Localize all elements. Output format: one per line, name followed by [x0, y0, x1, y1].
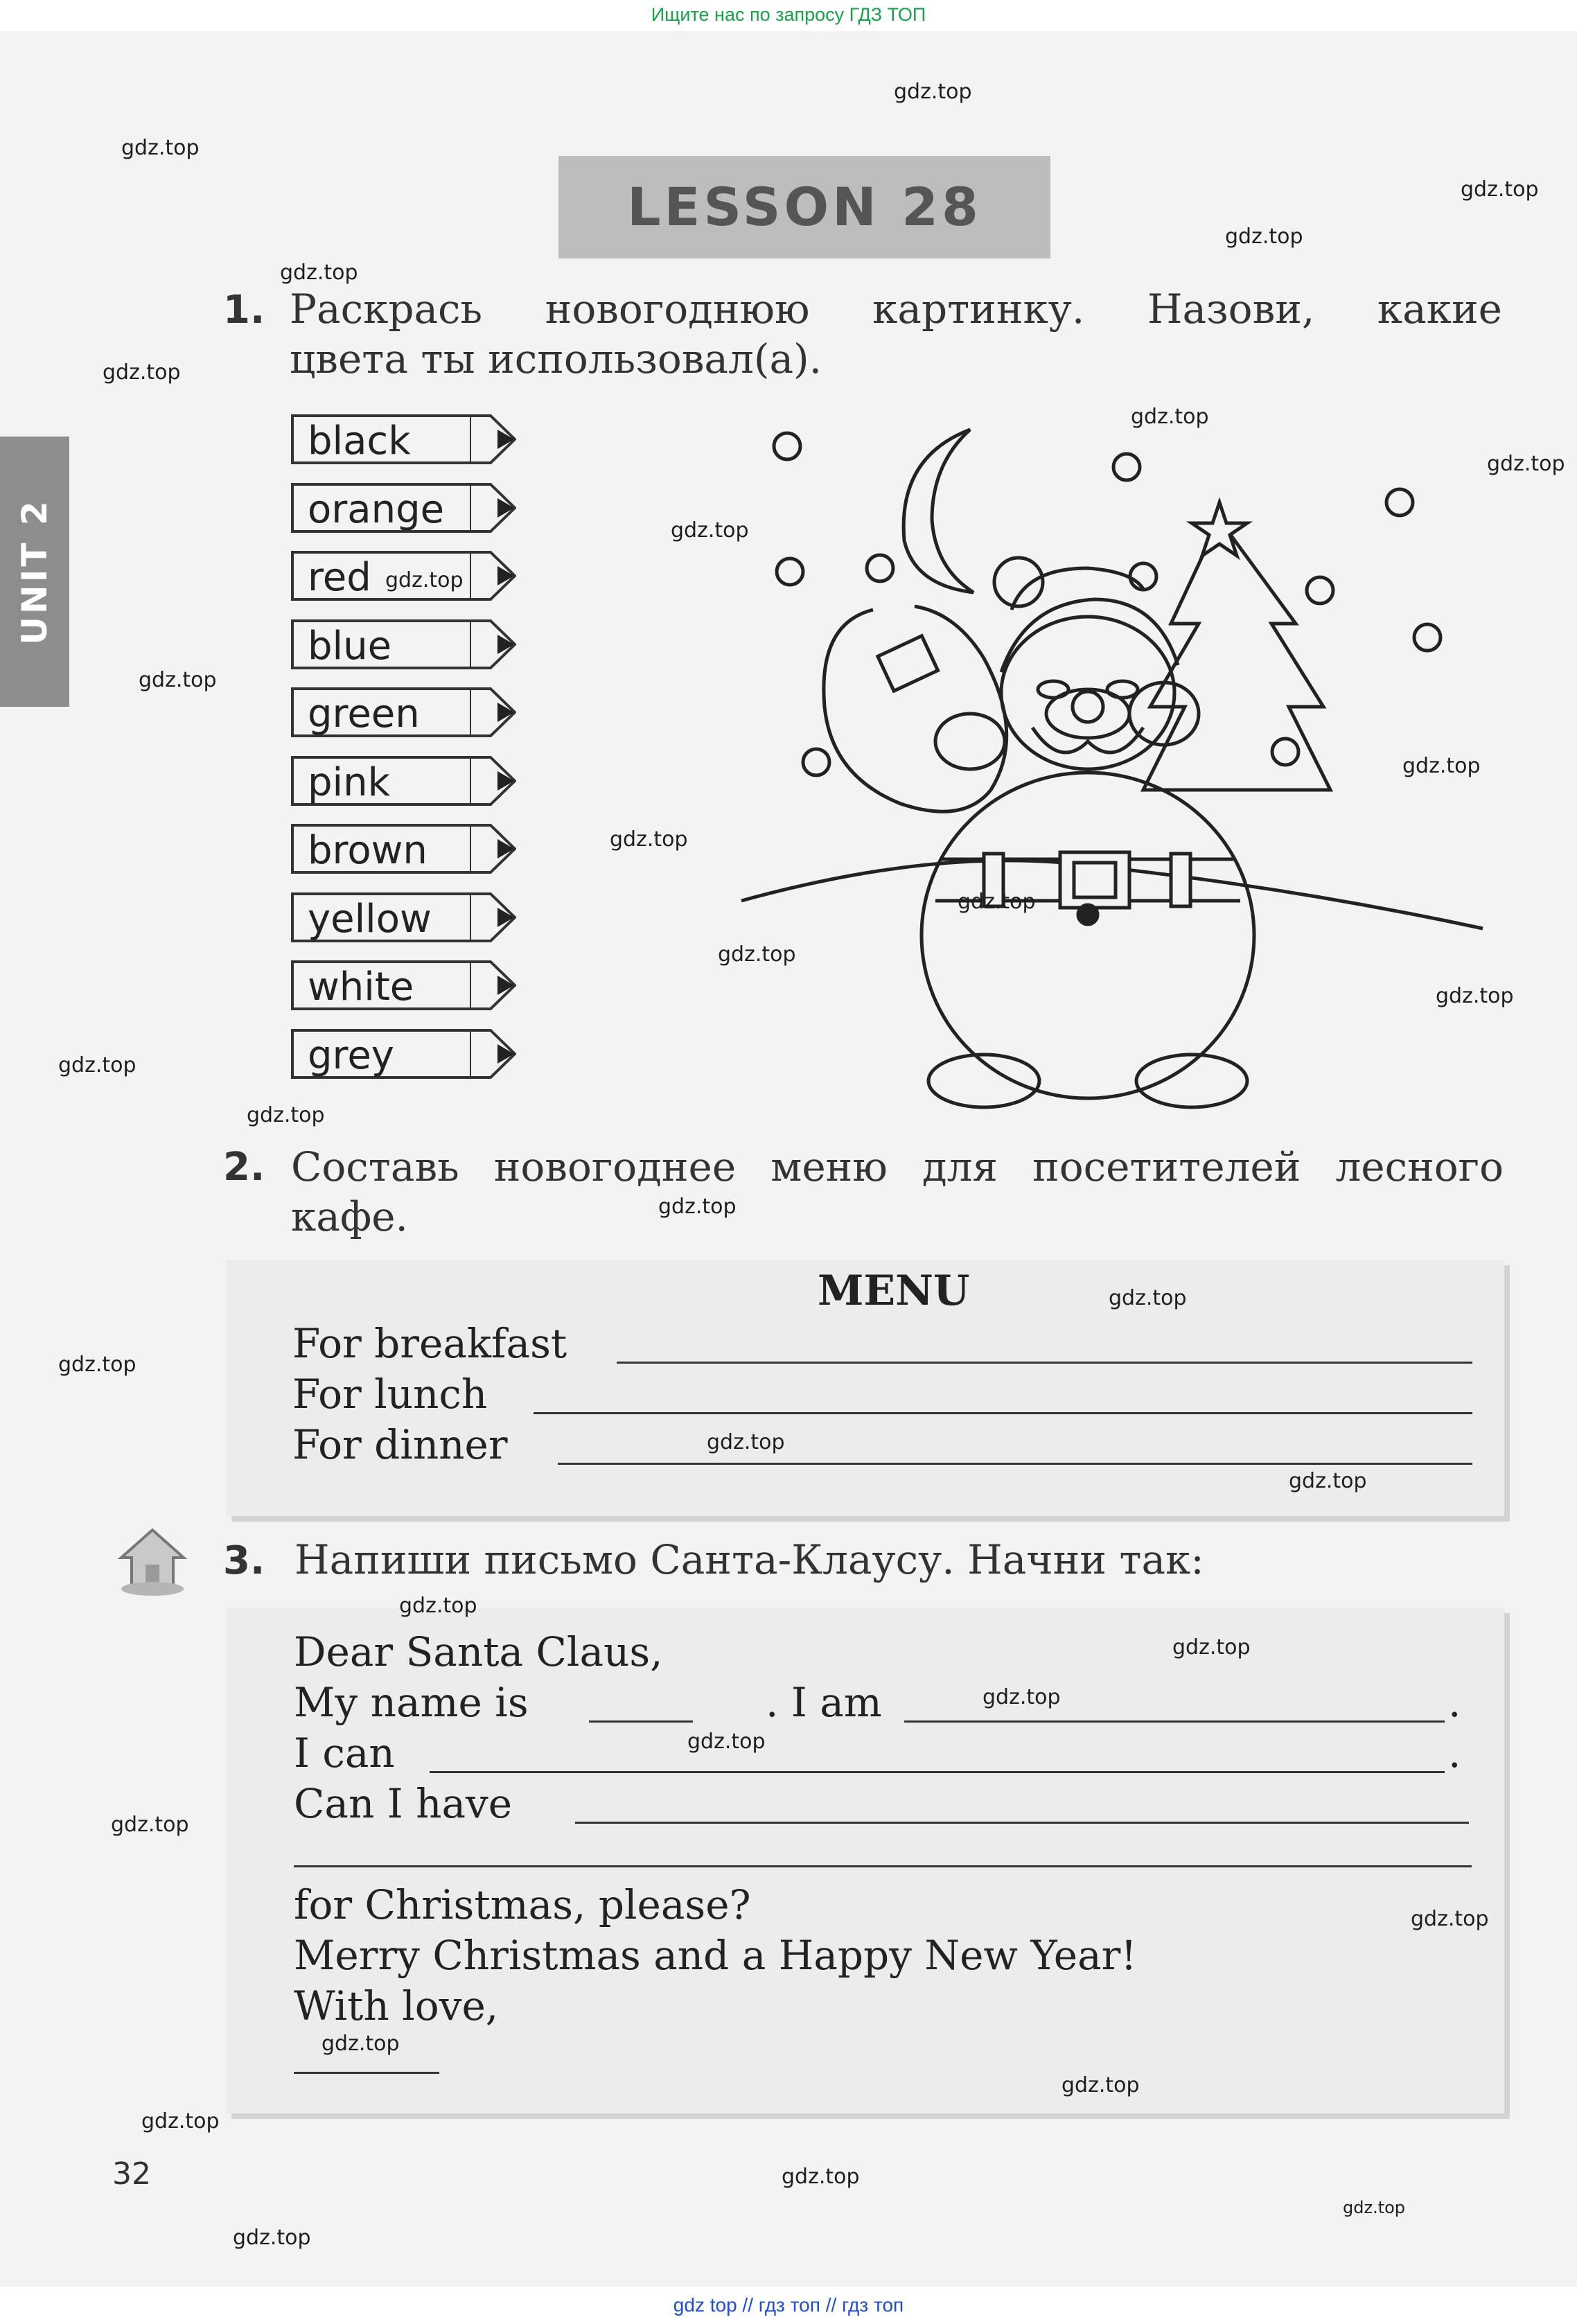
- color-label: grey: [308, 1032, 394, 1078]
- pencil-blue: [291, 617, 516, 672]
- color-label: green: [308, 692, 420, 737]
- color-label: red: [308, 555, 371, 600]
- color-label: black: [308, 419, 411, 464]
- color-label: yellow: [308, 896, 432, 942]
- pencil-body: [291, 483, 473, 533]
- watermark: gdz.top: [983, 1685, 1061, 1709]
- pencil-body: [291, 414, 473, 464]
- snowflake-icon: [1130, 563, 1156, 590]
- task-3-instruction: Напиши письмо Санта-Клаусу. Начни так:: [294, 1536, 1204, 1583]
- task-2-instruction-line2: кафе.: [291, 1193, 408, 1240]
- color-label: white: [308, 965, 414, 1010]
- pencil-body: [291, 892, 473, 942]
- snowflake-icon: [1414, 624, 1441, 651]
- pencil-brown: [291, 821, 516, 877]
- signature-line[interactable]: [294, 2072, 439, 2074]
- top-search-banner[interactable]: Ищите нас по запросу ГДЗ ТОП: [651, 4, 926, 25]
- watermark: gdz.top: [687, 1729, 766, 1754]
- santa-picture: [734, 416, 1497, 1123]
- watermark: gdz.top: [658, 1195, 737, 1219]
- left-mitten: [935, 714, 1005, 769]
- unit-tab: [0, 437, 69, 707]
- bottom-banner[interactable]: gdz top // гдз топ // гдз топ: [673, 2294, 904, 2316]
- belt-buckle: [1060, 852, 1129, 908]
- page-number: 32: [112, 2156, 151, 2192]
- lesson-title: LESSON 28: [558, 156, 1050, 258]
- watermark: gdz.top: [141, 2109, 220, 2133]
- right-mitten: [1129, 683, 1199, 745]
- snowflake-icon: [867, 555, 893, 581]
- watermark: gdz.top: [321, 2032, 400, 2056]
- watermark: gdz.top: [1172, 1635, 1251, 1660]
- watermark: gdz.top: [707, 1430, 785, 1454]
- snowflake-icon: [774, 433, 800, 459]
- pencil-tip-icon: [470, 414, 516, 464]
- watermark: gdz.top: [718, 942, 796, 967]
- age-answer-line[interactable]: [904, 1720, 1445, 1723]
- pencil-body: [291, 960, 473, 1010]
- watermark: gdz.top: [1225, 225, 1303, 249]
- watermark: gdz.top: [233, 2226, 311, 2250]
- watermark: gdz.top: [610, 827, 688, 852]
- pencil-yellow: [291, 890, 516, 945]
- sack-patch: [878, 636, 938, 691]
- watermark: gdz.top: [1343, 2198, 1406, 2217]
- pencil-pink: [291, 753, 516, 809]
- pencil-green: [291, 685, 516, 740]
- watermark: gdz.top: [958, 890, 1036, 914]
- pencil-black: [291, 412, 516, 467]
- pencil-tip-icon: [470, 483, 516, 533]
- watermark: gdz.top: [782, 2165, 860, 2189]
- watermark: gdz.top: [1461, 177, 1539, 202]
- watermark: gdz.top: [1061, 2073, 1140, 2097]
- color-label: blue: [308, 623, 392, 669]
- pencil-tip-icon: [470, 892, 516, 942]
- pencil-body: [291, 824, 473, 874]
- snowflake-icon: [1272, 739, 1298, 765]
- task-2-instruction-line1: Составь новогоднее меню для посетителей лесного: [291, 1143, 1504, 1190]
- pencil-tip-icon: [470, 687, 516, 737]
- pencil-tip-icon: [470, 551, 516, 601]
- pencil-tip-icon: [470, 1029, 516, 1079]
- watermark: gdz.top: [58, 1053, 136, 1077]
- watermark: gdz.top: [139, 668, 217, 692]
- letter-closing: With love,: [294, 1982, 499, 2030]
- breakfast-answer-line[interactable]: [617, 1362, 1472, 1364]
- task-1-instruction-line1: Раскрась новогоднюю картинку. Назови, какие: [290, 285, 1502, 333]
- menu-row-breakfast: For breakfast: [292, 1320, 567, 1367]
- letter-name-end: .: [1448, 1679, 1461, 1726]
- watermark: gdz.top: [58, 1353, 136, 1377]
- pencil-tip-icon: [470, 960, 516, 1010]
- pencil-body: [291, 1029, 473, 1079]
- watermark: gdz.top: [111, 1813, 189, 1837]
- can-answer-line[interactable]: [430, 1771, 1445, 1773]
- pencil-tip-icon: [470, 824, 516, 874]
- color-label: orange: [308, 486, 445, 532]
- watermark: gdz.top: [1289, 1469, 1367, 1493]
- task-1-instruction-line2: цвета ты использовал(а).: [290, 335, 822, 382]
- pencil-tip-icon: [470, 619, 516, 669]
- name-answer-line[interactable]: [589, 1720, 693, 1723]
- menu-title: MENU: [818, 1267, 970, 1315]
- watermark: gdz.top: [1131, 405, 1209, 429]
- have-answer-line[interactable]: [575, 1822, 1469, 1824]
- watermark: gdz.top: [1109, 1286, 1187, 1310]
- tree-icon: [1143, 520, 1330, 790]
- letter-can-prefix: I can: [294, 1729, 395, 1777]
- letter-have-prefix: Can I have: [294, 1780, 513, 1827]
- pencil-body: [291, 687, 473, 737]
- pencil-tip-icon: [470, 756, 516, 806]
- have-answer-line-2[interactable]: [294, 1865, 1472, 1867]
- menu-row-dinner: For dinner: [292, 1421, 508, 1468]
- snowflake-icon: [1307, 577, 1333, 604]
- task-1-number: 1.: [223, 288, 265, 333]
- letter-wish: Merry Christmas and a Happy New Year!: [294, 1932, 1137, 1979]
- snowflake-icon: [1113, 454, 1140, 480]
- color-label: brown: [308, 828, 428, 873]
- task-3-number: 3.: [223, 1538, 265, 1583]
- watermark: gdz.top: [1436, 984, 1514, 1008]
- letter-name-prefix: My name is: [294, 1679, 529, 1726]
- letter-greeting: Dear Santa Claus,: [294, 1628, 663, 1675]
- pencil-white: [291, 958, 516, 1013]
- santa-body: [922, 773, 1254, 1098]
- unit-label: UNIT 2: [15, 498, 55, 645]
- pencil-orange: [291, 480, 516, 536]
- watermark: gdz.top: [121, 136, 200, 160]
- color-label: pink: [308, 759, 391, 805]
- watermark: gdz.top: [399, 1594, 477, 1618]
- pencil-body: [291, 619, 473, 669]
- task-2-number: 2.: [223, 1145, 265, 1190]
- watermark: gdz.top: [1487, 452, 1565, 476]
- watermark: gdz.top: [280, 261, 358, 285]
- snowflake-icon: [1386, 489, 1413, 516]
- menu-row-lunch: For lunch: [292, 1371, 488, 1418]
- snowflake-icon: [803, 749, 829, 775]
- letter-name-mid: . I am: [766, 1679, 882, 1726]
- letter-christmas: for Christmas, please?: [294, 1881, 751, 1928]
- dinner-answer-line[interactable]: [558, 1463, 1472, 1465]
- watermark: gdz.top: [894, 80, 972, 104]
- watermark: gdz.top: [671, 518, 749, 543]
- moon-icon: [904, 430, 973, 592]
- watermark: gdz.top: [385, 568, 464, 592]
- watermark: gdz.top: [1411, 1907, 1489, 1931]
- snowflake-icon: [777, 558, 803, 585]
- hat-pompom: [994, 558, 1043, 606]
- watermark: gdz.top: [103, 360, 181, 385]
- pencil-grey: [291, 1026, 516, 1082]
- pencil-body: [291, 756, 473, 806]
- letter-can-end: .: [1448, 1729, 1461, 1777]
- lunch-answer-line[interactable]: [534, 1412, 1472, 1414]
- watermark: gdz.top: [247, 1103, 325, 1127]
- watermark: gdz.top: [1402, 754, 1481, 778]
- house-icon: [111, 1516, 194, 1599]
